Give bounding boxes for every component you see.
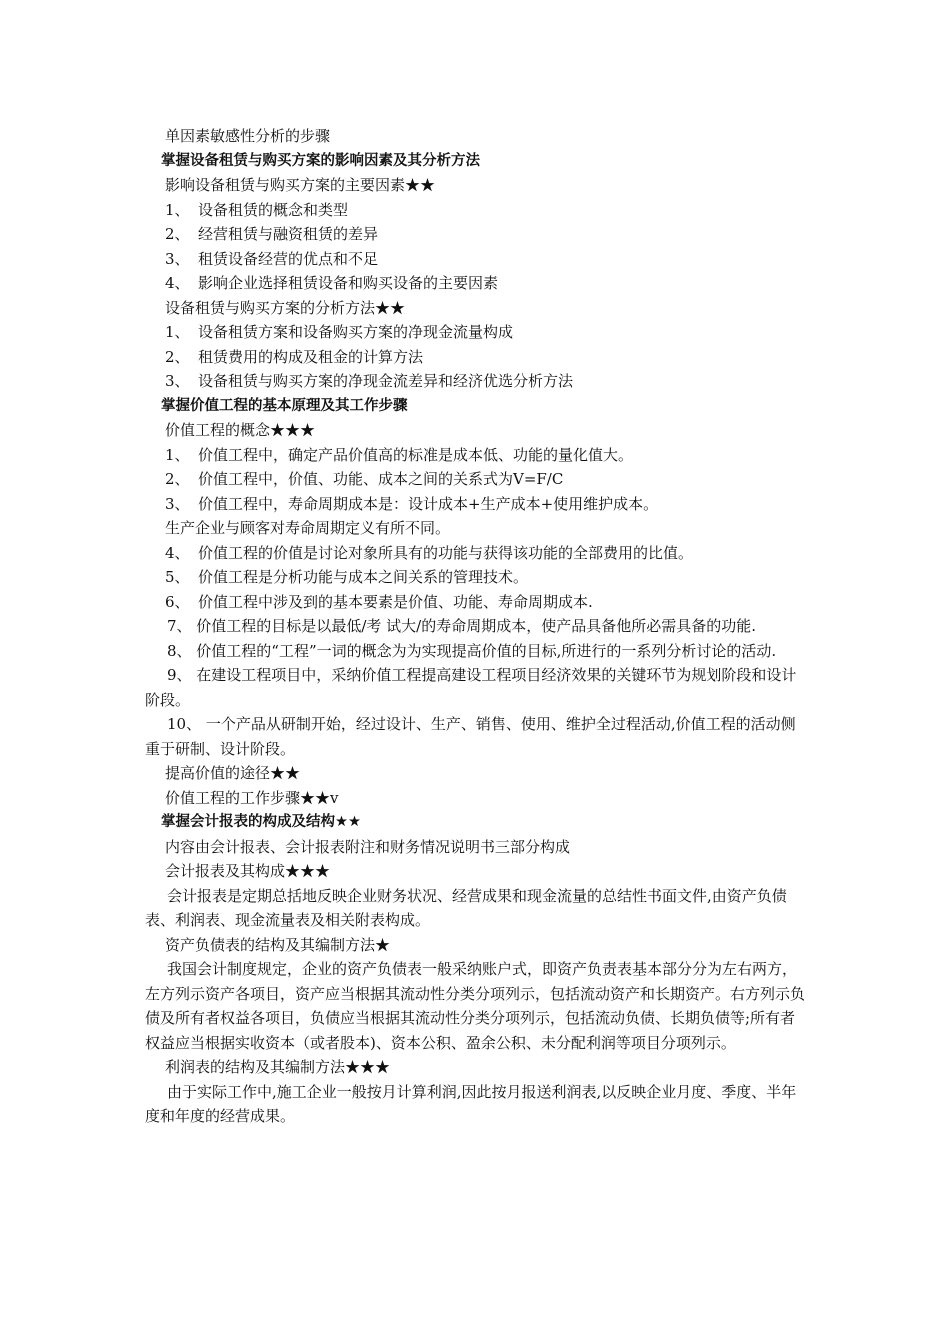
paragraph: 10、 一个产品从研制开始，经过设计、生产、销售、使用、维护全过程活动,价值工程的活动侧重于研制、设计阶段。 xyxy=(145,715,796,758)
paragraph: 7、 价值工程的目标是以最低/考 试大/的寿命周期成本，使产品具备他所必需具备的功能. xyxy=(167,617,756,635)
list-item xyxy=(145,467,810,492)
subheading: 利润表的结构及其编制方法★★★ xyxy=(165,1058,391,1076)
document-body xyxy=(145,124,810,1129)
paragraph: 由于实际工作中,施工企业一般按月计算利润,因此按月报送利润表,以反映企业月度、季度、半年度和年度的经营成果。 xyxy=(145,1082,797,1125)
text-line: 单因素敏感性分析的步骤 xyxy=(165,127,331,145)
list-item xyxy=(145,443,810,468)
list-text: 价值工程的价值是讨论对象所具有的功能与获得该功能的全部费用的比值。 xyxy=(198,543,694,562)
list-number: 2、 xyxy=(165,347,190,366)
list-text: 租赁费用的构成及租金的计算方法 xyxy=(198,347,424,366)
list-item xyxy=(145,369,810,394)
list-number: 2、 xyxy=(165,470,190,488)
list-text: 设备租赁与购买方案的净现金流差异和经济优选分析方法 xyxy=(198,372,574,390)
list-text: 价值工程中，确定产品价值高的标准是成本低、功能的量化值大。 xyxy=(198,445,634,464)
list-text: 价值工程中涉及到的基本要素是价值、功能、寿命周期成本. xyxy=(198,592,593,611)
subheading: 设备租赁与购买方案的分析方法★★ xyxy=(165,298,406,317)
section-heading: 掌握价值工程的基本原理及其工作步骤 xyxy=(161,397,408,414)
list-number: 3、 xyxy=(165,494,190,513)
list-item xyxy=(145,345,810,370)
list-item xyxy=(145,590,810,615)
list-number: 1、 xyxy=(165,200,190,219)
list-number: 6、 xyxy=(165,592,190,611)
subheading: 提高价值的途径★★ xyxy=(165,764,301,782)
list-number: 1、 xyxy=(165,445,190,464)
list-item xyxy=(145,492,810,517)
paragraph: 8、 价值工程的“工程”一词的概念为为实现提高价值的目标,所进行的一系列分析讨论的活动. xyxy=(167,641,777,660)
list-number: 3、 xyxy=(165,249,190,268)
list-text: 设备租赁的概念和类型 xyxy=(198,200,349,219)
paragraph: 我国会计制度规定，企业的资产负债表一般采纳账户式，即资产负责表基本部分分为左右两方，左方列示资产各项目，资产应当根据其流动性分类分项列示，包括流动资产和长期资产。右方列示负债及所有者权益各项目，负债应当根据其流动性分类分项列示，包括流动负债、长期负债等;所有者权益应当根据实收资本（或者股本)、资本公积、盈余公积、未分配利润等项目分项列示。 xyxy=(145,960,806,1052)
list-number: 3、 xyxy=(165,372,190,390)
subheading: 价值工程的工作步骤★★v xyxy=(165,788,339,807)
list-text: 租赁设备经营的优点和不足 xyxy=(198,249,379,268)
list-number: 4、 xyxy=(165,274,190,292)
text-line: 生产企业与顾客对寿命周期定义有所不同。 xyxy=(165,519,451,537)
list-text: 价值工程中，寿命周期成本是：设计成本+生产成本+使用维护成本。 xyxy=(198,494,659,513)
list-item xyxy=(145,541,810,566)
list-text: 经营租赁与融资租赁的差异 xyxy=(198,225,379,243)
subheading: 价值工程的概念★★★ xyxy=(165,421,316,439)
list-text: 价值工程是分析功能与成本之间关系的管理技术。 xyxy=(198,568,529,586)
list-number: 4、 xyxy=(165,543,190,562)
list-item xyxy=(145,271,810,296)
section-heading: 掌握会计报表的构成及结构★★ xyxy=(161,814,361,830)
subheading: 会计报表及其构成★★★ xyxy=(165,862,331,880)
subheading: 资产负债表的结构及其编制方法★ xyxy=(165,935,391,954)
text-line: 内容由会计报表、会计报表附注和财务情况说明书三部分构成 xyxy=(165,837,571,856)
list-item xyxy=(145,565,810,590)
list-number: 1、 xyxy=(165,323,190,341)
list-item xyxy=(145,320,810,345)
list-text: 影响企业选择租赁设备和购买设备的主要因素 xyxy=(198,274,499,292)
section-heading: 掌握设备租赁与购买方案的影响因素及其分析方法 xyxy=(161,152,480,169)
subheading: 影响设备租赁与购买方案的主要因素★★ xyxy=(165,176,436,194)
list-item xyxy=(145,222,810,247)
list-item xyxy=(145,247,810,272)
paragraph: 9、 在建设工程项目中，采纳价值工程提高建设工程项目经济效果的关键环节为规划阶段和设计阶段。 xyxy=(145,666,797,709)
list-item xyxy=(145,198,810,223)
list-number: 5、 xyxy=(165,568,190,586)
paragraph: 会计报表是定期总括地反映企业财务状况、经营成果和现金流量的总结性书面文件,由资产负债表、利润表、现金流量表及相关附表构成。 xyxy=(145,886,787,929)
list-text: 价值工程中，价值、功能、成本之间的关系式为V=F/C xyxy=(198,470,564,488)
list-number: 2、 xyxy=(165,225,190,243)
list-text: 设备租赁方案和设备购买方案的净现金流量构成 xyxy=(198,323,514,341)
